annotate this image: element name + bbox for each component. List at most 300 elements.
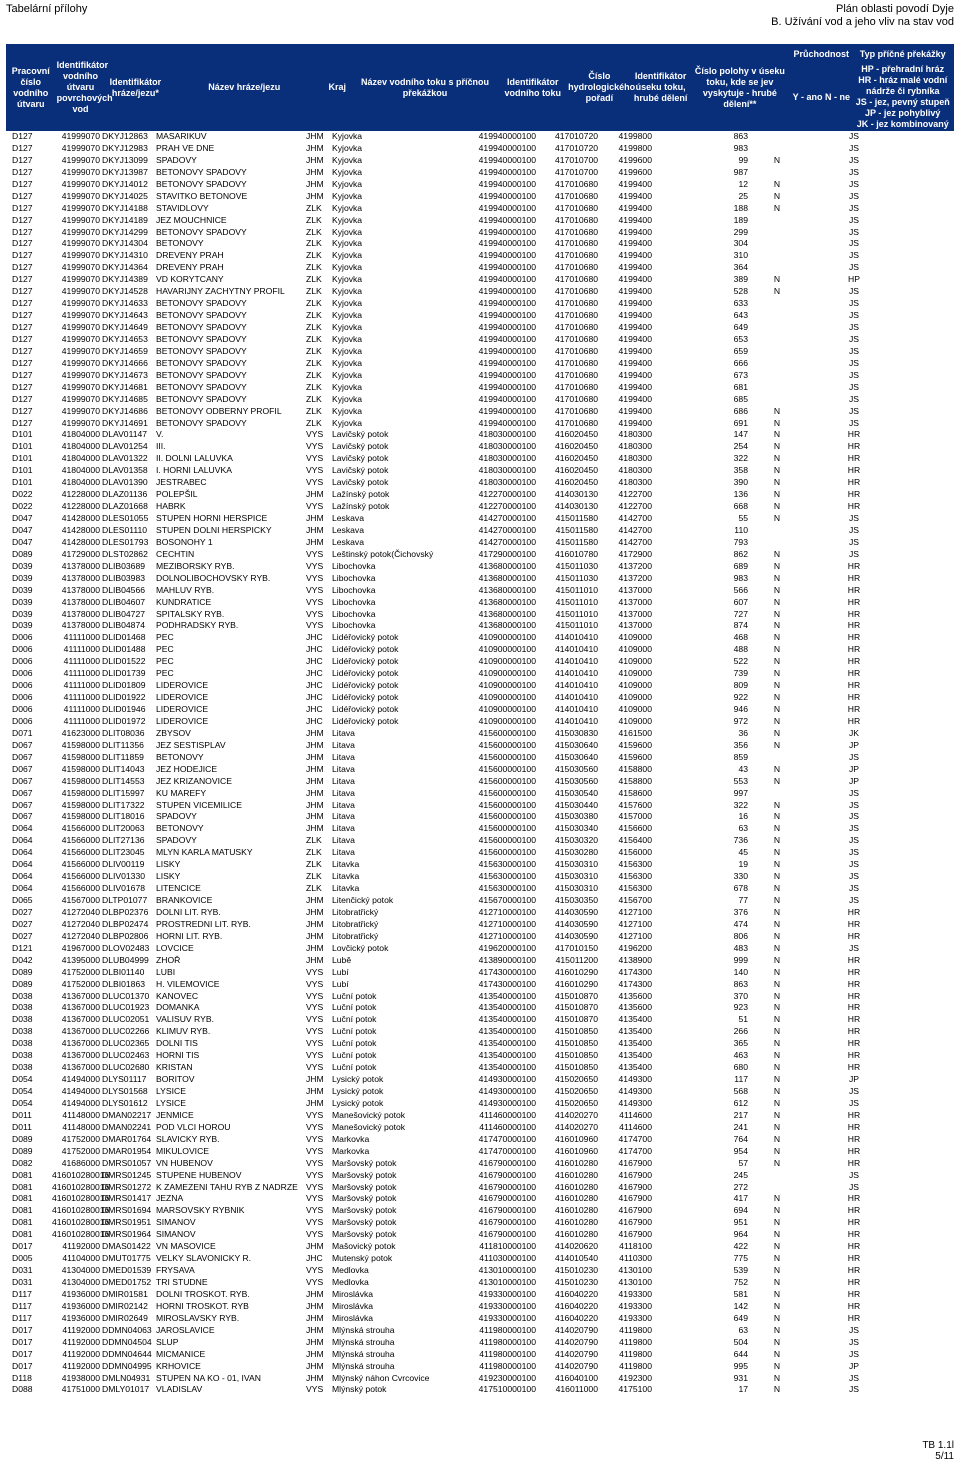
cell-pracovni-cislo: D027 [12,918,33,929]
cell-cislo-polohy: 680 [733,1062,748,1073]
table-row [6,501,954,513]
cell-cislo-polohy: 736 [733,835,748,846]
cell-typ-prekazky: HR [847,608,861,619]
cell-pruchodnost: N [773,990,781,1001]
cell-pruchodnost: N [773,799,781,810]
cell-pracovni-cislo: D038 [12,1014,33,1025]
cell-pruchodnost: N [773,763,781,774]
cell-pruchodnost: N [773,1062,781,1073]
cell-id-utvaru: 41111000 [63,715,100,726]
col-header-hydro-poradi: Číslo hydrologického pořadí [567,45,633,131]
cell-pracovni-cislo: D064 [12,859,33,870]
cell-hydro-poradi: 414020270 [554,1121,598,1132]
cell-hydro-poradi: 414020620 [554,1241,598,1252]
cell-id-toku: 413540000100 [478,1002,536,1013]
cell-pruchodnost: N [773,1193,781,1204]
cell-id-utvaru: 416010280016 [52,1205,110,1216]
cell-id-utvaru: 41598000 [61,751,100,762]
cell-hydro-poradi: 415020650 [554,1074,598,1085]
table-row [6,394,954,406]
cell-id-useku: 4156300 [618,859,652,870]
cell-kraj: JHM [306,524,324,535]
cell-kraj: ZLK [306,357,322,368]
cell-cislo-polohy: 522 [733,656,748,667]
cell-pracovni-cislo: D127 [12,369,33,380]
cell-pracovni-cislo: D038 [12,1038,33,1049]
cell-id-useku: 4158800 [618,763,652,774]
cell-nazev-toku: Lubí [332,978,349,989]
cell-typ-prekazky: JS [848,357,860,368]
typ-legend [852,64,954,131]
cell-pracovni-cislo: D127 [12,214,33,225]
cell-cislo-polohy: 686 [733,405,748,416]
cell-kraj: JHM [306,1348,324,1359]
cell-id-hraze: DLUC02680 [102,1062,150,1073]
cell-id-hraze: DLAV01390 [102,477,148,488]
cell-id-utvaru: 41378000 [61,620,100,631]
cell-id-hraze: DLBP02806 [102,930,149,941]
cell-nazev-hraze: LIDEROVICE [156,704,209,714]
cell-nazev-toku: Lubě [332,954,352,965]
cell-kraj: JHM [306,954,324,965]
cell-id-hraze: DLIB04727 [102,608,146,619]
cell-hydro-poradi: 417010680 [554,357,598,368]
table-row [6,1313,954,1325]
cell-nazev-hraze: PEC [156,644,174,655]
cell-kraj: VYS [306,1145,324,1156]
cell-pracovni-cislo: D089 [12,966,33,977]
cell-id-toku: 413540000100 [478,1014,536,1025]
table-row [6,250,954,262]
cell-nazev-toku: Miroslávka [332,1300,374,1311]
cell-nazev-toku: Libochovka [332,620,376,631]
cell-hydro-poradi: 417010680 [554,262,598,273]
cell-nazev-toku: Libochovka [332,608,376,619]
cell-id-useku: 4142700 [618,536,652,547]
cell-id-toku: 414270000100 [478,524,536,535]
cell-nazev-hraze: STAVITKO BETONOVE [156,190,248,201]
cell-kraj: VYS [306,548,324,559]
table-row [6,1384,954,1396]
table-row [6,1349,954,1361]
cell-nazev-hraze: ZBYSOV [156,727,191,738]
cell-nazev-toku: Luční potok [332,1002,377,1013]
cell-hydro-poradi: 416010280 [554,1193,598,1204]
cell-cislo-polohy: 995 [733,1360,748,1371]
cell-nazev-hraze: LOVCICE [156,942,194,953]
cell-cislo-polohy: 673 [733,369,748,380]
cell-id-utvaru: 41598000 [61,763,100,774]
cell-id-utvaru: 41999070 [61,190,100,201]
cell-id-toku: 415630000100 [478,883,536,894]
table-row [6,286,954,298]
cell-typ-prekazky: JP [848,1360,860,1371]
cell-pruchodnost: N [773,1217,781,1228]
cell-id-toku: 419940000100 [478,214,536,225]
cell-id-hraze: DMED01539 [102,1265,152,1276]
cell-id-hraze: DKYJ14685 [102,393,148,404]
cell-pruchodnost [748,262,806,274]
cell-id-hraze: DMLY01017 [102,1384,150,1395]
cell-nazev-hraze: JAROSLAVICE [156,1324,215,1335]
cell-id-useku: 4193300 [618,1288,652,1299]
table-row [6,931,954,943]
cell-nazev-toku: Maršovský potok [332,1157,397,1168]
table-row [6,167,954,179]
table-row [6,1158,954,1170]
cell-typ-prekazky: JS [848,381,860,392]
cell-cislo-polohy: 45 [738,847,748,858]
cell-id-toku: 419940000100 [478,274,536,285]
table-row [6,740,954,752]
cell-id-utvaru: 41752000 [61,1145,100,1156]
cell-typ-prekazky: JS [848,298,860,309]
cell-pruchodnost: N [773,417,781,428]
cell-hydro-poradi: 417010680 [554,381,598,392]
cell-id-toku: 415600000100 [478,763,536,774]
cell-id-useku: 4109000 [618,704,652,714]
cell-cislo-polohy: 272 [733,1181,748,1192]
cell-cislo-polohy: 568 [733,1086,748,1096]
cell-pracovni-cislo: D006 [12,692,33,703]
cell-id-hraze: DLAZ01668 [102,501,148,512]
cell-pruchodnost [748,1170,806,1182]
cell-id-hraze: DLYS01612 [102,1097,148,1108]
table-row [6,1050,954,1062]
cell-id-toku: 410900000100 [478,668,536,679]
cell-kraj: JHM [306,942,324,953]
cell-id-useku: 4156300 [618,883,652,894]
cell-kraj: ZLK [306,286,322,297]
cell-pruchodnost: N [773,739,781,750]
cell-nazev-toku: Litenčický potok [332,895,394,905]
cell-id-hraze: DKYJ14189 [102,214,148,225]
cell-typ-prekazky: HR [847,990,861,1001]
cell-nazev-hraze: PEC [156,656,174,667]
cell-nazev-hraze: VD KORYTCANY [156,274,224,285]
cell-id-hraze: DLAV01147 [102,429,148,440]
cell-pracovni-cislo: D127 [12,190,33,201]
cell-id-hraze: DMIR02142 [102,1300,148,1311]
cell-pruchodnost: N [773,489,781,500]
cell-id-toku: 419940000100 [478,131,536,141]
cell-typ-prekazky: HR [847,1050,861,1061]
cell-cislo-polohy: 266 [733,1026,748,1037]
cell-kraj: ZLK [306,393,322,404]
cell-pruchodnost: N [773,859,781,870]
cell-cislo-polohy: 370 [733,990,748,1001]
cell-pruchodnost: N [773,906,781,917]
cell-pracovni-cislo: D022 [12,489,33,500]
cell-cislo-polohy: 607 [733,596,748,607]
cell-cislo-polohy: 874 [733,620,748,631]
cell-id-useku: 4174700 [618,1133,652,1144]
cell-id-toku: 415600000100 [478,811,536,822]
cell-pruchodnost: N [773,715,781,726]
cell-id-hraze: DKYJ14025 [102,190,148,201]
cell-nazev-toku: Mlýnský náhon Cvrcovice [332,1372,430,1383]
cell-id-useku: 4135400 [618,1026,652,1037]
cell-pracovni-cislo: D039 [12,596,33,607]
cell-id-toku: 419330000100 [478,1300,536,1311]
table-row [6,238,954,250]
cell-typ-prekazky: JS [848,405,860,416]
cell-nazev-toku: Lidéřovický potok [332,692,399,703]
cell-id-toku: 414270000100 [478,513,536,523]
cell-id-toku: 414930000100 [478,1074,536,1085]
cell-id-hraze: DKYJ14389 [102,274,148,285]
cell-pracovni-cislo: D101 [12,465,33,476]
table-row [6,191,954,203]
cell-cislo-polohy: 356 [733,739,748,750]
cell-pracovni-cislo: D127 [12,357,33,368]
cell-pracovni-cislo: D027 [12,930,33,941]
cell-pruchodnost: N [773,966,781,977]
cell-id-utvaru: 41192000 [62,1336,100,1347]
cell-kraj: JHC [306,656,323,667]
cell-cislo-polohy: 951 [733,1217,748,1228]
cell-id-utvaru: 41999070 [61,178,100,189]
cell-nazev-toku: Leskava [332,513,365,523]
table-row [6,322,954,334]
cell-nazev-toku: Litava [332,823,355,834]
cell-id-hraze: DLIB04874 [102,620,146,631]
cell-nazev-hraze: SPITALSKY RYB. [156,608,225,619]
cell-id-hraze: DLIT27136 [102,835,145,846]
cell-id-toku: 415630000100 [478,859,536,870]
cell-nazev-hraze: BETONOVY [156,238,204,249]
cell-id-hraze: DMRS01964 [102,1229,152,1240]
cell-kraj: JHC [306,692,323,703]
cell-nazev-toku: Kyjovka [332,250,363,261]
cell-kraj: ZLK [306,333,322,344]
cell-nazev-toku: Markovka [332,1145,370,1156]
cell-pracovni-cislo: D067 [12,763,33,774]
cell-hydro-poradi: 416010280 [554,1229,598,1240]
cell-cislo-polohy: 862 [733,548,748,559]
cell-nazev-hraze: KLIMUV RYB. [156,1026,211,1037]
cell-cislo-polohy: 217 [733,1109,748,1120]
cell-id-hraze: DMUT01775 [102,1253,151,1264]
cell-nazev-hraze: BETONOVY SPADOVY [156,417,247,428]
cell-nazev-toku: Litavka [332,883,360,894]
cell-kraj: JHM [306,166,324,177]
cell-pruchodnost [748,131,806,143]
table-row [6,1373,954,1385]
cell-id-hraze: DLIB04607 [102,596,146,607]
table-row [6,1110,954,1122]
cell-typ-prekazky: JS [848,823,860,834]
cell-kraj: JHM [306,178,324,189]
cell-cislo-polohy: 752 [733,1277,748,1287]
cell-id-useku: 4167900 [618,1181,652,1192]
cell-nazev-toku: Kyjovka [332,417,363,428]
cell-nazev-toku: Markovka [332,1133,370,1144]
cell-id-hraze: DLES01055 [102,513,149,523]
table-row [6,620,954,632]
cell-typ-prekazky: JS [848,154,860,165]
cell-nazev-hraze: STUPENE HUBENOV [156,1169,242,1180]
cell-typ-prekazky: HR [847,954,861,965]
table-row [6,262,954,274]
cell-pracovni-cislo: D081 [12,1193,33,1204]
cell-nazev-hraze: MIKULOVICE [156,1145,210,1156]
cell-cislo-polohy: 57 [738,1157,748,1168]
cell-id-useku: 4161500 [618,727,652,738]
cell-id-toku: 413680000100 [478,560,536,571]
cell-typ-prekazky: HR [847,680,861,691]
cell-id-useku: 4199400 [618,262,652,273]
cell-typ-prekazky: HR [847,1133,861,1144]
cell-nazev-toku: Lavičský potok [332,441,389,452]
cell-id-utvaru: 41999070 [61,298,100,309]
cell-id-utvaru: 41148000 [62,1121,100,1132]
cell-cislo-polohy: 681 [733,381,748,392]
cell-typ-prekazky: HR [847,656,861,667]
cell-id-utvaru: 41228000 [61,501,100,512]
cell-kraj: JHM [306,1312,324,1323]
cell-nazev-toku: Kyjovka [332,262,363,273]
cell-kraj: VYS [306,1169,324,1180]
cell-cislo-polohy: 653 [733,333,748,344]
cell-cislo-polohy: 553 [733,775,748,786]
cell-hydro-poradi: 416010780 [554,548,598,559]
cell-nazev-hraze: MAHLUV RYB. [156,584,215,595]
table-row [6,1229,954,1241]
cell-pruchodnost: N [773,1241,781,1252]
cell-id-toku: 413680000100 [478,596,536,607]
cell-hydro-poradi: 415030560 [554,763,598,774]
cell-kraj: ZLK [306,859,322,870]
table-row [6,513,954,525]
cell-pracovni-cislo: D127 [12,154,33,165]
table-row [6,1277,954,1289]
cell-nazev-hraze: VN MASOVICE [156,1241,216,1252]
cell-id-utvaru: 41192000 [62,1360,100,1371]
table-row [6,1146,954,1158]
table-row [6,835,954,847]
table-row [6,752,954,764]
cell-typ-prekazky: HR [847,1026,861,1037]
cell-id-utvaru: 41567000 [61,895,100,905]
cell-id-hraze: DKYJ14691 [102,417,148,428]
cell-nazev-hraze: I. HORNI LALUVKA [156,465,232,476]
cell-nazev-toku: Leskava [332,524,365,535]
cell-id-utvaru: 416010280016 [52,1169,110,1180]
cell-cislo-polohy: 51 [738,1014,748,1025]
cell-pruchodnost: N [773,918,781,929]
cell-id-toku: 417470000100 [478,1133,536,1144]
cell-id-hraze: DLUC01370 [102,990,150,1001]
cell-id-hraze: DLUC02051 [102,1014,150,1025]
cell-hydro-poradi: 415030310 [554,883,598,894]
cell-id-useku: 4199800 [618,142,652,153]
cell-pruchodnost: N [773,274,781,285]
cell-typ-prekazky: JS [848,393,860,404]
legend-hp: HP - přehradní hráz [861,64,945,74]
cell-pracovni-cislo: D038 [12,1050,33,1061]
cell-id-toku: 416790000100 [478,1169,536,1180]
cell-cislo-polohy: 422 [733,1241,748,1252]
cell-typ-prekazky: HR [847,560,861,571]
cell-hydro-poradi: 415030280 [554,847,598,858]
col-header-typ-prekazky: Typ příčné překážky [852,45,954,64]
cell-id-hraze: DDMN04995 [102,1360,152,1371]
cell-hydro-poradi: 417010720 [554,142,598,153]
cell-nazev-hraze: BORITOV [156,1074,195,1085]
cell-nazev-hraze: BETONOVY SPADOVY [156,322,247,332]
cell-kraj: ZLK [306,226,322,237]
cell-id-toku: 412270000100 [478,501,536,512]
cell-nazev-toku: Litava [332,775,355,786]
cell-id-useku: 4199400 [618,369,652,380]
cell-id-utvaru: 41999070 [61,405,100,416]
cell-pracovni-cislo: D117 [12,1288,32,1299]
cell-id-useku: 4199600 [618,154,652,165]
cell-cislo-polohy: 964 [733,1229,748,1240]
cell-pracovni-cislo: D047 [12,536,33,547]
cell-kraj: JHM [306,1300,324,1311]
cell-pracovni-cislo: D054 [12,1097,33,1108]
cell-nazev-hraze: MARSOVSKY RYBNIK [156,1205,245,1216]
cell-pracovni-cislo: D118 [12,1372,32,1383]
cell-id-useku: 4130100 [618,1277,652,1287]
cell-pruchodnost: N [773,584,781,595]
cell-kraj: VYS [306,1109,324,1120]
cell-pruchodnost: N [773,1265,781,1276]
cell-nazev-hraze: BOSONOHY 1 [156,536,213,547]
cell-pracovni-cislo: D011 [12,1121,32,1132]
cell-nazev-hraze: STUPEN VICEMILICE [156,799,242,810]
cell-nazev-hraze: LITENCICE [156,883,201,894]
cell-id-utvaru: 41272040 [61,930,100,941]
cell-pracovni-cislo: D127 [12,166,33,177]
cell-id-toku: 415630000100 [478,871,536,882]
cell-hydro-poradi: 414010410 [554,644,598,655]
cell-id-toku: 419940000100 [478,393,536,404]
cell-pracovni-cislo: D127 [12,286,33,297]
table-row [6,919,954,931]
cell-cislo-polohy: 140 [733,966,748,977]
cell-kraj: VYS [306,1026,324,1037]
cell-cislo-polohy: 77 [738,895,748,905]
cell-typ-prekazky: JS [848,1181,860,1192]
cell-pracovni-cislo: D071 [12,727,33,738]
cell-nazev-toku: Medlovka [332,1277,369,1287]
cell-pruchodnost: N [773,548,781,559]
cell-typ-prekazky: HR [847,1157,861,1168]
cell-typ-prekazky: JP [848,775,860,786]
cell-nazev-hraze: CECHTIN [156,548,195,559]
table-row [6,1086,954,1098]
pruchodnost-legend: Y - ano N - ne [791,64,852,131]
cell-pracovni-cislo: D089 [12,978,33,989]
cell-pruchodnost: N [773,453,781,464]
cell-hydro-poradi: 415010870 [554,1014,598,1025]
cell-id-toku: 415600000100 [478,751,536,762]
cell-pruchodnost [748,358,806,370]
cell-id-useku: 4199400 [618,274,652,285]
cell-kraj: VYS [306,1205,324,1216]
cell-cislo-polohy: 364 [733,262,748,273]
cell-hydro-poradi: 415030380 [554,811,598,822]
cell-id-utvaru: 41804000 [61,453,100,464]
cell-nazev-toku: Kyjovka [332,154,363,165]
cell-nazev-toku: Litava [332,727,355,738]
table-row [6,1337,954,1349]
cell-id-toku: 418030000100 [478,441,536,452]
cell-nazev-hraze: BETONOVY SPADOVY [156,345,247,356]
